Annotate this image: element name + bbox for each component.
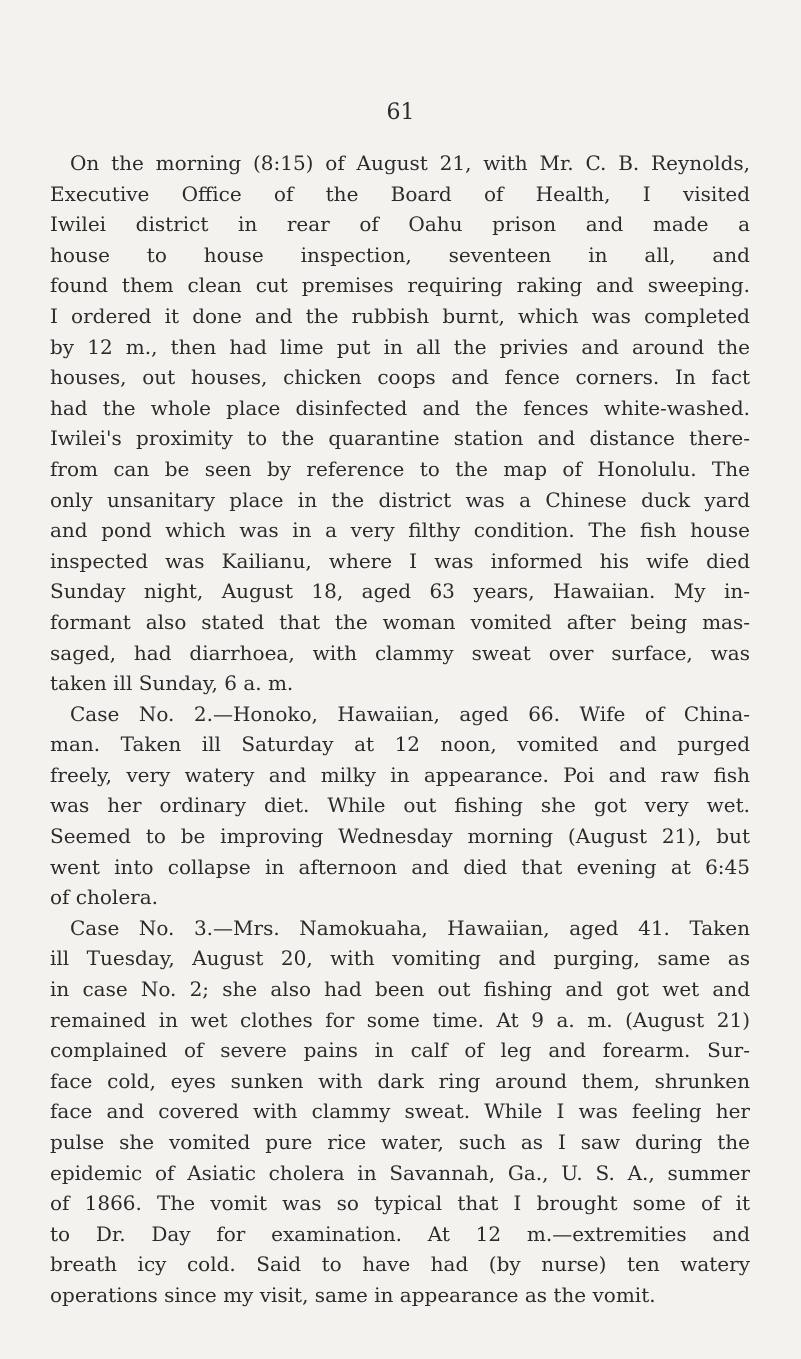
text-line: in case No. 2; she also had been out fishing and got wet and <box>50 977 750 1002</box>
text-line: man. Taken ill Saturday at 12 noon, vomited and purged <box>50 732 750 757</box>
text-line: Case No. 2.—Honoko, Hawaiian, aged 66. Wife of China- <box>70 701 750 726</box>
text-line: ill Tuesday, August 20, with vomiting and purging, same as <box>50 946 750 971</box>
text-line: operations since my visit, same in appearance as the vomit. <box>50 1282 656 1307</box>
text-line: freely, very watery and milky in appearance. Poi and raw fish <box>50 762 750 787</box>
text-line: Case No. 3.—Mrs. Namokuaha, Hawaiian, aged 41. Taken <box>70 915 750 940</box>
text-line: inspected was Kailianu, where I was informed his wife died <box>50 548 750 573</box>
text-line: houses, out houses, chicken coops and fence corners. In fact <box>50 365 750 390</box>
text-line: Iwilei's proximity to the quarantine station and distance there- <box>50 426 750 451</box>
text-line: was her ordinary diet. While out fishing she got very wet. <box>50 793 750 818</box>
text-line: saged, had diarrhoea, with clammy sweat over surface, was <box>50 640 750 665</box>
text-line: formant also stated that the woman vomited after being mas- <box>50 609 750 634</box>
text-line: only unsanitary place in the district was a Chinese duck yard <box>50 487 750 512</box>
text-line: of 1866. The vomit was so typical that I brought some of it <box>50 1191 750 1216</box>
text-line: remained in wet clothes for some time. At 9 a. m. (August 21) <box>50 1007 750 1032</box>
text-line: had the whole place disinfected and the fences white-washed. <box>50 395 750 420</box>
text-line: Iwilei district in rear of Oahu prison and made a <box>50 212 750 237</box>
body-text <box>50 148 750 1311</box>
text-line: Executive Office of the Board of Health, I visited <box>50 181 750 206</box>
text-line: and pond which was in a very filthy condition. The fish house <box>50 518 750 543</box>
text-line: taken ill Sunday, 6 a. m. <box>50 671 294 696</box>
text-line: went into collapse in afternoon and died that evening at 6:45 <box>50 854 750 879</box>
text-line: face cold, eyes sunken with dark ring around them, shrunken <box>50 1068 750 1093</box>
text-line: by 12 m., then had lime put in all the privies and around the <box>50 334 750 359</box>
text-line: to Dr. Day for examination. At 12 m.—extremities and <box>50 1221 750 1246</box>
text-line: epidemic of Asiatic cholera in Savannah, Ga., U. S. A., summer <box>50 1160 750 1185</box>
text-line: pulse she vomited pure rice water, such as I saw during the <box>50 1130 750 1154</box>
text-line: breath icy cold. Said to have had (by nurse) ten watery <box>50 1252 750 1277</box>
text-line: found them clean cut premises requiring raking and sweeping. <box>50 273 750 298</box>
text-line: of cholera. <box>50 885 158 910</box>
text-line: house to house inspection, seventeen in all, and <box>50 242 750 267</box>
text-line: from can be seen by reference to the map of Honolulu. The <box>50 456 750 481</box>
text-line: face and covered with clammy sweat. While I was feeling her <box>50 1099 750 1124</box>
text-line: I ordered it done and the rubbish burnt, which was completed <box>50 303 750 328</box>
page-number: 61 <box>386 100 415 125</box>
text-line: complained of severe pains in calf of leg and forearm. Sur- <box>50 1038 750 1063</box>
text-line: Sunday night, August 18, aged 63 years, Hawaiian. My in- <box>50 579 750 604</box>
text-line: On the morning (8:15) of August 21, with Mr. C. B. Reynolds, <box>70 151 750 175</box>
text-line: Seemed to be improving Wednesday morning (August 21), but <box>50 824 750 849</box>
